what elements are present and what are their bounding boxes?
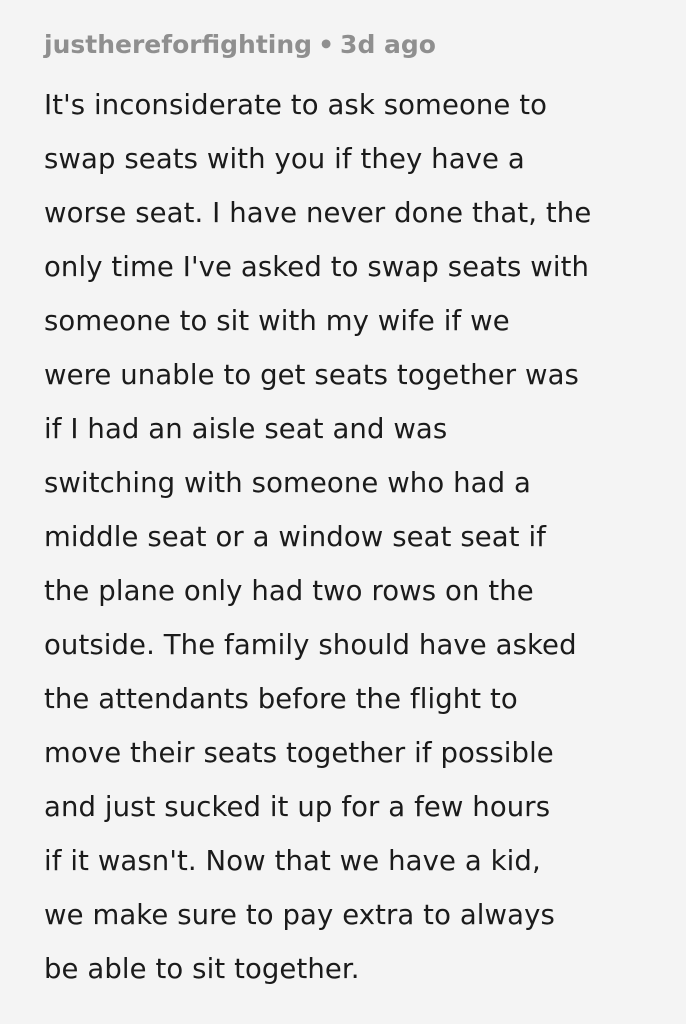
- comment-line: we make sure to pay extra to always: [44, 899, 555, 931]
- comment-line: the attendants before the flight to: [44, 683, 518, 715]
- comment-line: switching with someone who had a: [44, 467, 531, 499]
- comment-line: worse seat. I have never done that, the: [44, 197, 592, 229]
- comment-line: were unable to get seats together was: [44, 359, 579, 391]
- comment-line: middle seat or a window seat seat if: [44, 521, 546, 553]
- comment-line: move their seats together if possible: [44, 737, 554, 769]
- comment-author[interactable]: justhereforfighting: [44, 29, 313, 59]
- comment-line: swap seats with you if they have a: [44, 143, 525, 175]
- comment-body: [44, 78, 646, 996]
- comment-line: and just sucked it up for a few hours: [44, 791, 551, 823]
- comment-line: outside. The family should have asked: [44, 629, 577, 661]
- comment-line: be able to sit together.: [44, 953, 360, 985]
- comment-line: the plane only had two rows on the: [44, 575, 534, 607]
- comment-timestamp: 3d ago: [340, 29, 436, 59]
- comment-line: if it wasn't. Now that we have a kid,: [44, 845, 541, 877]
- comment-line: only time I've asked to swap seats with: [44, 251, 590, 283]
- comment-line: someone to sit with my wife if we: [44, 305, 510, 337]
- comment-line: It's inconsiderate to ask someone to: [44, 89, 548, 121]
- comment-line: if I had an aisle seat and was: [44, 413, 448, 445]
- meta-separator: •: [318, 29, 335, 59]
- comment-meta: [44, 26, 646, 62]
